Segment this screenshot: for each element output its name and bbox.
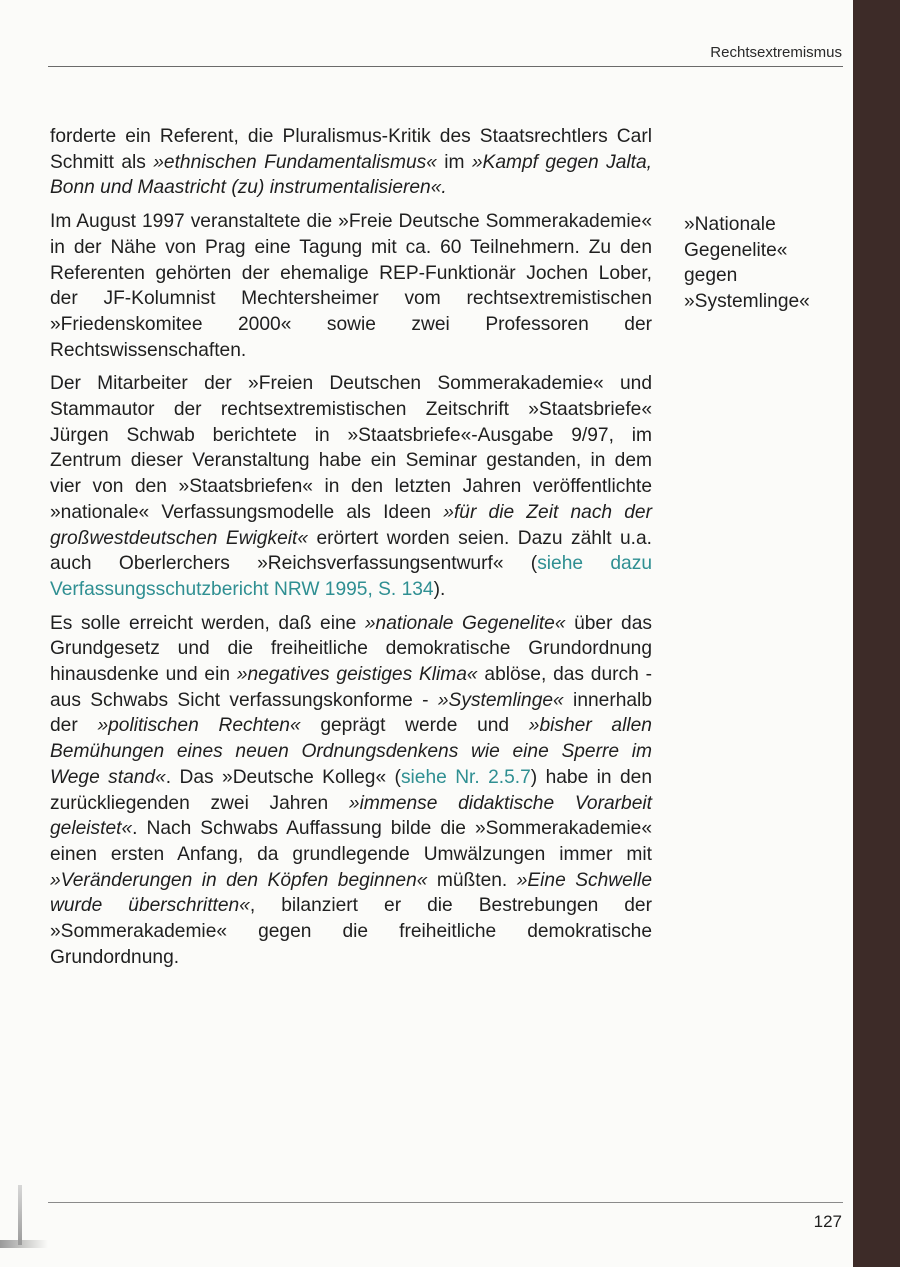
- paragraph: [50, 124, 652, 201]
- text-run: Im August 1997 veranstaltete die »Freie Deutsche Sommerakademie« in der Nähe von Prag eine Tagung mit ca. 60 Teilnehmern. Zu den Referenten gehörten der ehemalige REP-Funktionär Jochen Lober, der JF-Kolumnist Mechtersheimer vom rechtsextremistischen »Friedenskomitee 2000« sowie zwei Professoren der Rechtswissenschaften.: [50, 211, 652, 361]
- paragraph: [50, 611, 652, 971]
- quote-italic: »nationale Gegenelite«: [364, 612, 566, 634]
- text-run: forderte ein Referent, die Pluralismus-Kritik des Staatsrechtlers Carl Schmitt als: [50, 126, 652, 173]
- quote-italic: »ethnischen Fundamentalismus«: [153, 151, 437, 173]
- quote-italic: »politischen Rechten«: [97, 715, 301, 737]
- body-text: [50, 124, 652, 979]
- running-header: Rechtsextremismus: [710, 44, 842, 61]
- text-run: über das Grundgesetz und die freiheitliche demokratische Grundordnung hinausdenke und ein: [50, 612, 652, 686]
- text-run: erörtert worden seien. Dazu zählt u.a. auch Oberlerchers »Reichsverfassungsentwurf« (: [50, 527, 652, 575]
- text-run: innerhalb der: [50, 689, 652, 737]
- text-run: Es solle erreicht werden, daß eine: [50, 612, 365, 634]
- text-run: , bilanziert er die Bestrebungen der »Sommerakademie« gegen die freiheitliche demokratische Grundordnung.: [50, 895, 652, 968]
- paragraph: [50, 209, 652, 363]
- text-run: ) habe in den zurückliegenden zwei Jahren: [50, 766, 652, 814]
- page-number: 127: [813, 1212, 842, 1231]
- text-run: Der Mitarbeiter der »Freien Deutschen Sommerakademie« und Stammautor der rechtsextremistischen Zeitschrift »Staatsbriefe« Jürgen Schwab berichtete in »Staatsbriefe«-Ausgabe 9/97, im Zentrum dieser Veranstaltung habe ein Seminar gestanden, in dem vier von den »Staatsbriefen« in den letzten Jahren veröffentlichte »nationale« Verfassungsmodelle als Ideen: [50, 373, 652, 523]
- cross-reference: siehe dazu Verfassungsschutzbericht NRW 1995, S. 134: [50, 553, 652, 600]
- margin-note-line: gegen: [684, 265, 738, 287]
- margin-note: [684, 212, 844, 315]
- text-run: . Nach Schwabs Auffassung bilde die »Sommerakademie« einen ersten Anfang, da grundlegende Umwälzungen immer mit: [50, 818, 652, 865]
- quote-italic: »negatives geistiges Klima«: [236, 664, 478, 686]
- margin-note-line: »Systemlinge«: [684, 291, 810, 313]
- page-edge-bar: [853, 0, 900, 1267]
- text-run: im: [436, 151, 472, 173]
- quote-italic: »bisher allen Bemühungen eines neuen Ordnungsdenkens wie eine Sperre im Wege stand«: [50, 715, 652, 788]
- text-run: ablöse, das durch - aus Schwabs Sicht verfassungskonforme -: [50, 664, 652, 711]
- margin-note-line: Gegenelite«: [684, 239, 788, 261]
- header-rule: [48, 66, 843, 67]
- footer-rule: [48, 1202, 843, 1203]
- quote-italic: »immense didaktische Vorarbeit geleistet«: [50, 792, 652, 840]
- quote-italic: »für die Zeit nach der großwestdeutschen Ewigkeit«: [50, 501, 652, 549]
- quote-italic: »Veränderungen in den Köpfen beginnen«: [50, 869, 428, 891]
- quote-italic: »Kampf gegen Jalta, Bonn und Maastricht (zu) instrumentalisieren«.: [50, 151, 652, 199]
- paragraph: [50, 371, 652, 602]
- quote-italic: »Systemlinge«: [437, 689, 564, 711]
- binding-shadow-mark: [18, 1185, 22, 1245]
- text-run: . Das »Deutsche Kolleg« (: [165, 766, 401, 788]
- text-run: geprägt werde und: [300, 715, 529, 737]
- text-run: müßten.: [427, 869, 517, 891]
- binding-shadow-bottom: [0, 1240, 48, 1248]
- cross-reference: siehe Nr. 2.5.7: [400, 766, 531, 788]
- margin-note-line: »Nationale: [684, 214, 776, 235]
- quote-italic: »Eine Schwelle wurde überschritten«: [50, 869, 652, 917]
- text-run: ).: [433, 578, 446, 600]
